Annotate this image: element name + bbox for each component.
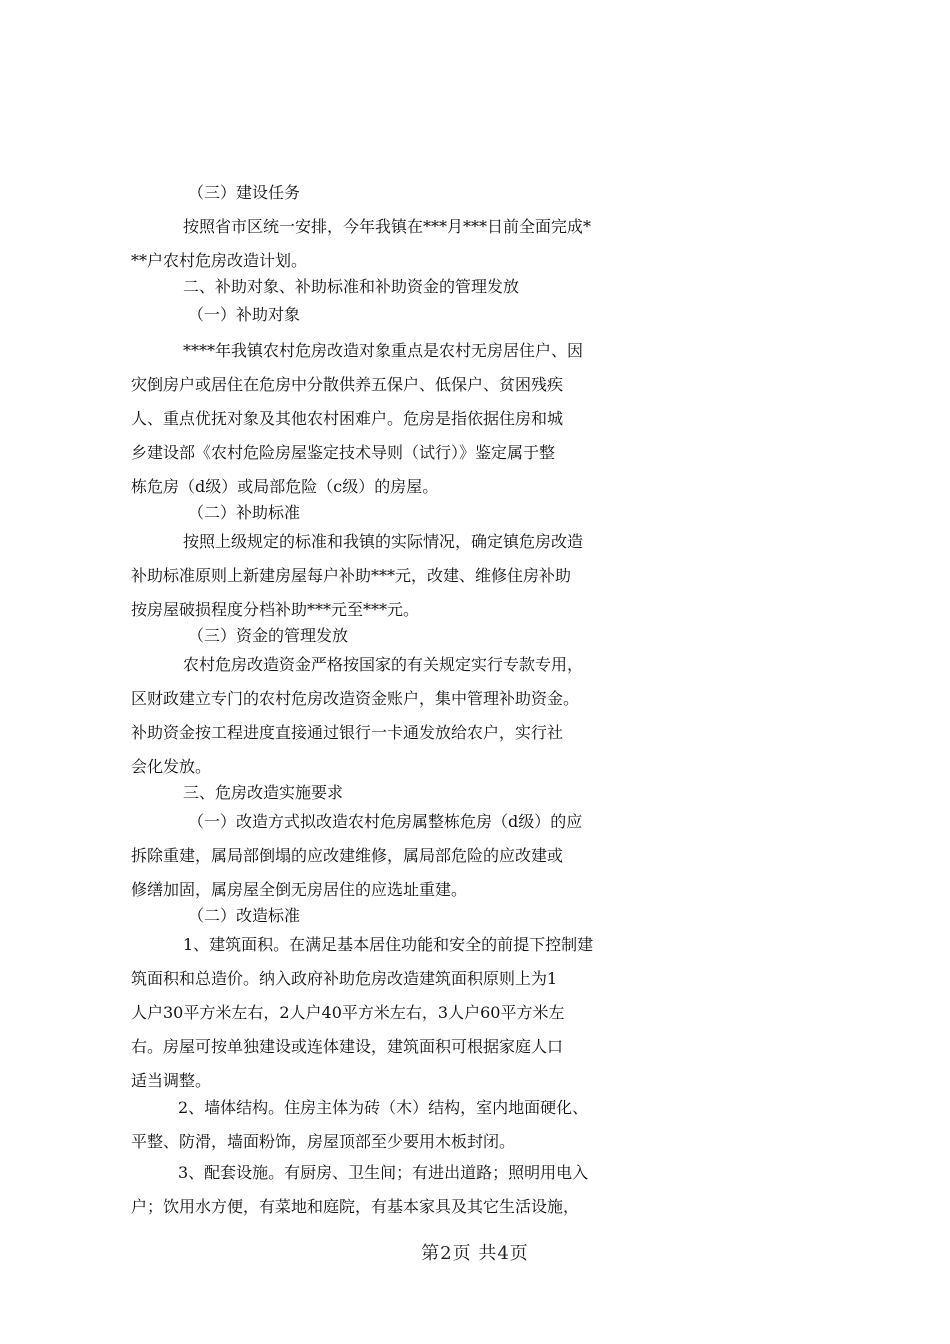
- section-heading-subsidy-standard: （二）补助标准: [188, 503, 301, 522]
- paragraph-line: 按照省市区统一安排，今年我镇在***月***日前全面完成*: [183, 217, 592, 236]
- section-heading-construction-task: （三）建设任务: [188, 183, 301, 202]
- paragraph-line: **户农村危房改造计划。: [131, 251, 308, 270]
- paragraph-line: 平整、防滑，墙面粉饰，房屋顶部至少要用木板封闭。: [131, 1132, 516, 1151]
- paragraph-line: 1、建筑面积。在满足基本居住功能和安全的前提下控制建: [183, 935, 594, 954]
- paragraph-line: ****年我镇农村危房改造对象重点是农村无房居住户、因: [183, 341, 584, 360]
- paragraph-line: 修缮加固，属房屋全倒无房居住的应选址重建。: [131, 880, 468, 899]
- paragraph-line: 补助资金按工程进度直接通过银行一卡通发放给农户，实行社: [131, 723, 564, 742]
- paragraph-line: 2、墙体结构。住房主体为砖（木）结构，室内地面硬化、: [178, 1098, 589, 1117]
- page-number-footer: 第2页 共4页: [421, 1243, 529, 1264]
- paragraph-line: 会化发放。: [131, 757, 212, 776]
- section-heading-fund-management: （三）资金的管理发放: [188, 626, 349, 645]
- paragraph-line: 灾倒房户或居住在危房中分散供养五保户、低保户、贫困残疾: [131, 375, 564, 394]
- paragraph-line: 人户30平方米左右，2人户40平方米左右，3人户60平方米左: [131, 1003, 565, 1022]
- paragraph-line: 区财政建立专门的农村危房改造资金账户，集中管理补助资金。: [131, 689, 580, 708]
- paragraph-line: 补助标准原则上新建房屋每户补助***元，改建、维修住房补助: [131, 566, 572, 585]
- paragraph-line: 人、重点优抚对象及其他农村困难户。危房是指依据住房和城: [131, 409, 564, 428]
- paragraph-line: 按房屋破损程度分档补助***元至***元。: [131, 600, 420, 619]
- paragraph-line: （一）改造方式拟改造农村危房属整栋危房（d级）的应: [188, 812, 583, 831]
- paragraph-line: 适当调整。: [131, 1071, 212, 1090]
- section-heading-subsidy-target: （一）补助对象: [188, 305, 301, 324]
- paragraph-line: 拆除重建，属局部倒塌的应改建维修，属局部危险的应改建或: [131, 846, 564, 865]
- section-heading-subsidy-management: 二、补助对象、补助标准和补助资金的管理发放: [183, 277, 520, 296]
- section-heading-implementation: 三、危房改造实施要求: [183, 783, 344, 802]
- paragraph-line: 户；饮用水方便，有菜地和庭院，有基本家具及其它生活设施，: [131, 1197, 580, 1216]
- paragraph-line: 筑面积和总造价。纳入政府补助危房改造建筑面积原则上为1: [131, 969, 558, 988]
- paragraph-line: 按照上级规定的标准和我镇的实际情况，确定镇危房改造: [183, 532, 584, 551]
- paragraph-line: 农村危房改造资金严格按国家的有关规定实行专款专用，: [183, 655, 584, 674]
- paragraph-line: 右。房屋可按单独建设或连体建设，建筑面积可根据家庭人口: [131, 1037, 564, 1056]
- paragraph-line: 乡建设部《农村危险房屋鉴定技术导则（试行）》鉴定属于整: [131, 443, 556, 462]
- paragraph-line: 3、配套设施。有厨房、卫生间；有进出道路；照明用电入: [178, 1163, 589, 1182]
- section-heading-renovation-standard: （二）改造标准: [188, 906, 301, 925]
- paragraph-line: 栋危房（d级）或局部危险（c级）的房屋。: [131, 477, 439, 496]
